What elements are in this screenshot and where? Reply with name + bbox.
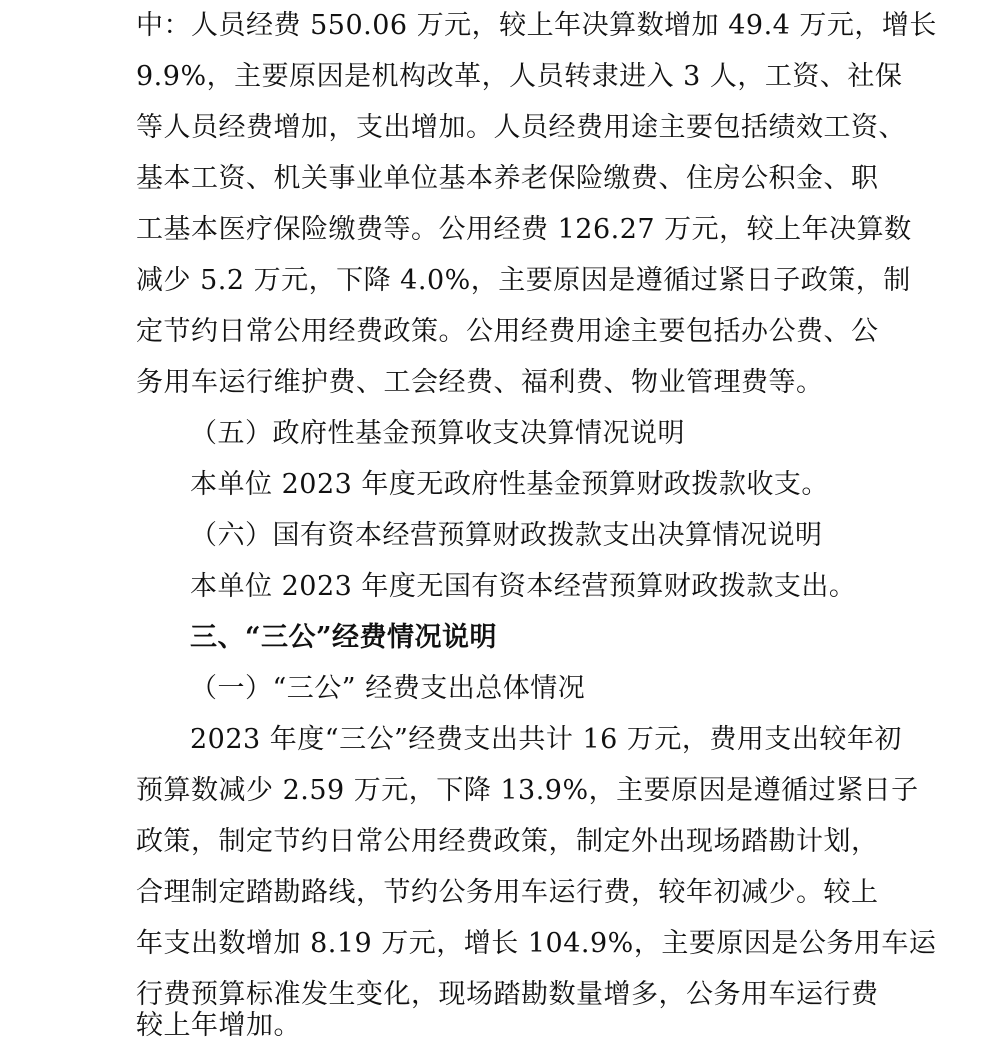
- paragraph-line: 2023 年度“三公”经费支出共计 16 万元，费用支出较年初: [190, 724, 902, 755]
- paragraph-line: 年支出数增加 8.19 万元，增长 104.9%，主要原因是公务用车运: [136, 928, 937, 959]
- paragraph-line: 政策，制定节约日常公用经费政策，制定外出现场踏勘计划，: [136, 826, 879, 857]
- paragraph-line: 基本工资、机关事业单位基本养老保险缴费、住房公积金、职: [136, 163, 879, 194]
- section-heading-5: （五）政府性基金预算收支决算情况说明: [190, 418, 685, 449]
- paragraph-line: 务用车运行维护费、工会经费、福利费、物业管理费等。: [136, 367, 824, 398]
- paragraph-line: 中：人员经费 550.06 万元，较上年决算数增加 49.4 万元，增长: [136, 10, 937, 41]
- paragraph-line: 预算数减少 2.59 万元，下降 13.9%，主要原因是遵循过紧日子: [136, 775, 919, 806]
- section-heading-6: （六）国有资本经营预算财政拨款支出决算情况说明: [190, 520, 823, 551]
- paragraph-line: 9.9%，主要原因是机构改革，人员转隶进入 3 人，工资、社保: [136, 61, 903, 92]
- paragraph-line: 减少 5.2 万元，下降 4.0%，主要原因是遵循过紧日子政策，制: [136, 265, 911, 296]
- section-heading-1: （一）“三公” 经费支出总体情况: [190, 673, 586, 704]
- paragraph-line: 定节约日常公用经费政策。公用经费用途主要包括办公费、公: [136, 316, 879, 347]
- paragraph-line: 合理制定踏勘路线，节约公务用车运行费，较年初减少。较上: [136, 877, 879, 908]
- paragraph-line: 较上年增加。: [136, 1010, 301, 1041]
- chapter-heading-3: 三、“三公”经费情况说明: [190, 622, 498, 653]
- paragraph-line: 工基本医疗保险缴费等。公用经费 126.27 万元，较上年决算数: [136, 214, 912, 245]
- paragraph-line: 本单位 2023 年度无政府性基金预算财政拨款收支。: [190, 469, 829, 500]
- paragraph-line: 等人员经费增加，支出增加。人员经费用途主要包括绩效工资、: [136, 112, 906, 143]
- paragraph-line: 本单位 2023 年度无国有资本经营预算财政拨款支出。: [190, 571, 857, 602]
- paragraph-line: 行费预算标准发生变化，现场踏勘数量增多，公务用车运行费: [136, 979, 879, 1010]
